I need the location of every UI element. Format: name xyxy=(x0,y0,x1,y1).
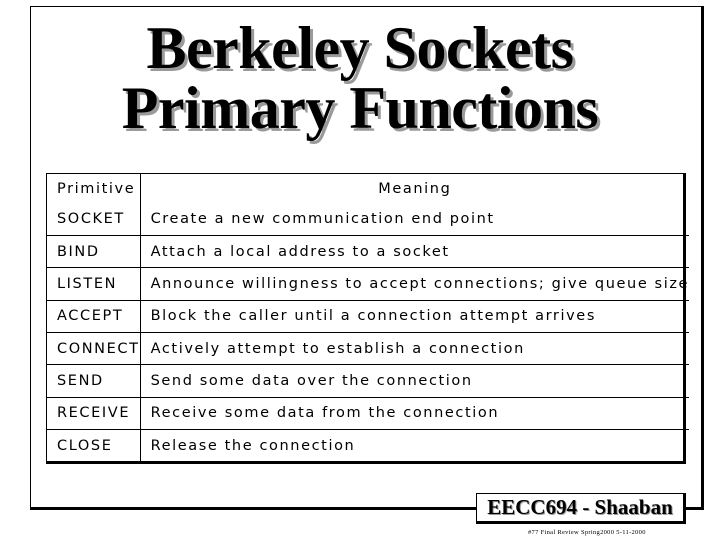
footer-note: #77 Final Review Spring2000 5-11-2000 xyxy=(528,529,646,536)
header-meaning: Meaning xyxy=(378,181,452,197)
meaning-cell: Block the caller until a connection attempt arrives xyxy=(150,308,596,325)
meaning-cell: Announce willingness to accept connections; give queue size xyxy=(150,275,690,292)
table-row xyxy=(47,332,689,364)
meaning-cell: Release the connection xyxy=(150,437,356,454)
meaning-cell: Create a new communication end point xyxy=(150,211,495,228)
title-line-1: Berkeley Sockets xyxy=(146,15,574,81)
meaning-cell: Attach a local address to a socket xyxy=(150,243,450,260)
table-row xyxy=(47,365,689,397)
primitive-cell: SEND xyxy=(47,365,140,397)
primitive-cell: CONNECT xyxy=(47,332,140,364)
meaning-cell: Receive some data from the connection xyxy=(150,405,500,422)
meaning-cell: Actively attempt to establish a connection xyxy=(150,340,525,357)
primitive-cell: CLOSE xyxy=(47,430,140,461)
primitive-cell: RECEIVE xyxy=(47,397,140,429)
slide-title xyxy=(0,15,720,141)
table-row xyxy=(47,397,689,429)
table-header-row xyxy=(47,174,689,204)
table-row xyxy=(47,300,689,332)
header-primitive: Primitive xyxy=(47,174,140,204)
meaning-cell: Send some data over the connection xyxy=(150,373,473,390)
table-row xyxy=(47,430,689,461)
table-row xyxy=(47,268,689,300)
primitive-cell: LISTEN xyxy=(47,268,140,300)
footer-label: EECC694 - Shaaban xyxy=(476,493,686,524)
primitive-cell: BIND xyxy=(47,235,140,267)
primitive-cell: ACCEPT xyxy=(47,300,140,332)
functions-table-box xyxy=(46,173,690,464)
table-row xyxy=(47,204,689,235)
functions-table xyxy=(47,174,689,461)
primitive-cell: SOCKET xyxy=(47,204,140,235)
table-row xyxy=(47,235,689,267)
title-line-2: Primary Functions xyxy=(121,75,599,141)
